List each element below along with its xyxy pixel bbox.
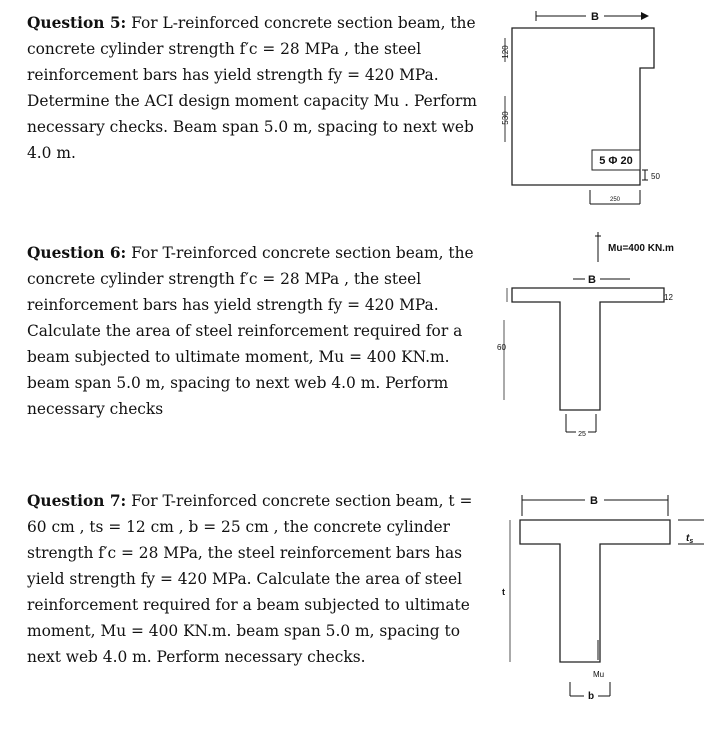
fig5-bars-label: 5 Φ 20 [599,155,633,167]
fig7-b-label: B [590,495,598,507]
figure-5-l-section [501,11,660,204]
fig5-web-label: 250 [609,197,621,203]
fig7-mu-label: Mu [593,670,605,679]
fig6-outline [512,288,664,410]
question-6-text: For T-reinforced concrete section beam, the concrete cylinder strength f′c = 28 MPa , the steel reinforcement bars has yield strength fy = 420 MPa. Calculate the area of steel reinforcement required for a beam subjected to ultimate moment, Mu = 400 KN.m. beam span 5.0 m, spacing to next web 4.0 m. Perform necessary checks [27,244,474,418]
question-7-heading: Question 7: [27,492,127,510]
fig5-depth-label: 530 [501,111,510,125]
fig5-b-label: B [591,11,599,23]
question-7-text: For T-reinforced concrete section beam, t = 60 cm , ts = 12 cm , b = 25 cm , the concrete cylinder strength f′c = 28 MPa, the steel reinforcement bars has yield strength fy = 420 MPa. Calculate the area of steel reinforcement required for a beam subjected to ultimate moment, Mu = 400 KN.m. beam span 5.0 m, spacing to next web 4.0 m. Perform necessary checks. [27,492,473,666]
fig6-flange-label: 12 [664,293,673,302]
fig6-b-label: B [588,274,596,286]
figure-6-t-section [497,232,674,438]
fig7-web-label: b [587,691,595,702]
figure-7-t-section [502,495,704,702]
question-5-heading: Question 5: [27,14,127,32]
fig7-outline [520,520,670,662]
fig6-moment-label: Mu=400 KN.m [608,243,674,254]
fig6-depth-label: 60 [497,343,506,352]
fig7-ts-label: $t_s$ [686,533,694,545]
fig5-flange-label: 120 [501,45,510,59]
question-5-text: For L-reinforced concrete section beam, the concrete cylinder strength f′c = 28 MPa , the steel reinforcement bars has yield strength fy = 420 MPa. Determine the ACI design moment capacity Mu . Perform necessary checks. Beam span 5.0 m, spacing to next web 4.0 m. [27,14,478,162]
fig7-t-label: t [502,587,505,597]
question-6-heading: Question 6: [27,244,127,262]
fig6-web-label: 25 [578,431,586,438]
fig5-cover-label: 50 [651,172,660,181]
